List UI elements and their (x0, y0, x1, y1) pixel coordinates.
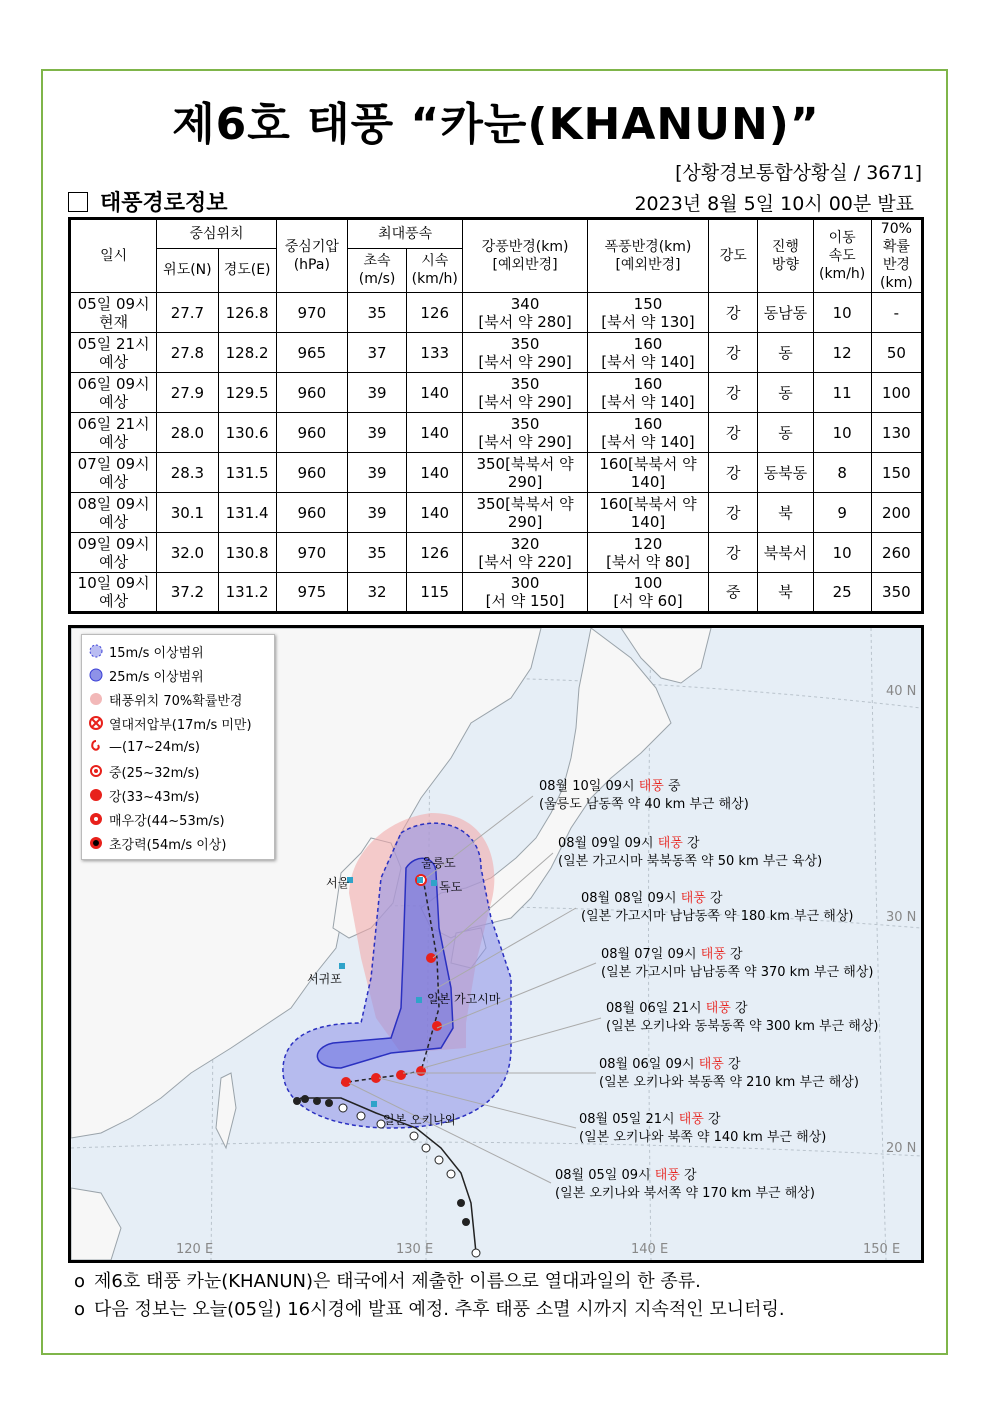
cell-kmh: 140 (407, 413, 463, 453)
header-strong-radius: 강풍반경(km) [예외반경] (463, 219, 587, 293)
place-ulleungdo: 울릉도 (421, 856, 456, 870)
legend-item (88, 711, 268, 735)
cell-datetime: 06일 09시 예상 (70, 373, 157, 413)
cell-intensity: 강 (709, 413, 758, 453)
forecast-annotation: 08월 07일 09시 태풍 강 (일본 가고시마 남남동쪽 약 370 km 부근 해상) (601, 947, 874, 980)
lon-label-140: 140 E (631, 1242, 669, 1257)
table-row (70, 373, 923, 413)
cell-strong-radius: 350[북북서 약 290] (463, 493, 587, 533)
legend-label: 25m/s 이상범위 (109, 669, 204, 685)
cell-ms: 39 (347, 453, 406, 493)
cell-prob-radius: - (871, 293, 922, 333)
section-heading (68, 186, 228, 217)
lat-label-20: 20 N (886, 1141, 917, 1156)
cell-speed: 8 (813, 453, 871, 493)
cell-lat: 37.2 (157, 573, 218, 613)
cell-storm-radius: 150 [북서 약 130] (587, 293, 708, 333)
cell-datetime: 10일 09시 예상 (70, 573, 157, 613)
cell-strong-radius: 350[북북서 약 290] (463, 453, 587, 493)
cell-ms: 39 (347, 493, 406, 533)
legend-label: —(17~24m/s) (109, 739, 200, 755)
cell-direction: 동남동 (758, 293, 813, 333)
legend-item (88, 663, 268, 687)
cell-intensity: 강 (709, 533, 758, 573)
place-seoul: 서울 (326, 876, 350, 890)
cell-direction: 북 (758, 493, 813, 533)
header-maxwind: 최대풍속 (347, 219, 462, 249)
lon-label-130: 130 E (396, 1242, 434, 1257)
cell-strong-radius: 320 [북서 약 220] (463, 533, 587, 573)
typhoon-verystrong-icon (88, 811, 104, 827)
cell-intensity: 중 (709, 573, 758, 613)
typhoon-super-icon (88, 835, 104, 851)
forecast-annotation: 08월 06일 09시 태풍 강 (일본 오키나와 북동쪽 약 210 km 부근 해상) (599, 1057, 859, 1090)
office-label: [상황경보통합상황실 / 3671] (675, 162, 922, 184)
table-row (70, 333, 923, 373)
legend-label: 매우강(44~53m/s) (109, 813, 225, 829)
cell-lat: 27.7 (157, 293, 218, 333)
forecast-annotation: 08월 10일 09시 태풍 중 (울릉도 남동쪽 약 40 km 부근 해상) (539, 779, 749, 812)
typhoon-strong-icon (88, 787, 104, 803)
header-storm-radius: 폭풍반경(km) [예외반경] (587, 219, 708, 293)
cell-speed: 10 (813, 533, 871, 573)
forecast-annotation: 08월 05일 09시 태풍 강 (일본 오키나와 북서쪽 약 170 km 부근 해상) (555, 1168, 815, 1201)
cell-strong-radius: 340 [북서 약 280] (463, 293, 587, 333)
cell-direction: 동 (758, 333, 813, 373)
table-row (70, 533, 923, 573)
cell-lon: 129.5 (218, 373, 276, 413)
cell-strong-radius: 350 [북서 약 290] (463, 333, 587, 373)
typhoon-medium-icon (88, 763, 104, 779)
cell-lat: 27.8 (157, 333, 218, 373)
cell-storm-radius: 160[북북서 약 140] (587, 453, 708, 493)
cell-prob-radius: 200 (871, 493, 922, 533)
cell-ms: 37 (347, 333, 406, 373)
cell-speed: 25 (813, 573, 871, 613)
solid-circle-icon (88, 667, 104, 683)
cell-speed: 9 (813, 493, 871, 533)
header-center: 중심위치 (157, 219, 276, 249)
header-ms: 초속 (m/s) (347, 248, 406, 292)
cell-prob-radius: 130 (871, 413, 922, 453)
cell-lon: 126.8 (218, 293, 276, 333)
cell-lon: 131.2 (218, 573, 276, 613)
cell-kmh: 140 (407, 453, 463, 493)
forecast-annotation: 08월 08일 09시 태풍 강 (일본 가고시마 남남동쪽 약 180 km 부근 해상) (581, 891, 854, 924)
header-direction: 진행 방향 (758, 219, 813, 293)
cell-ms: 35 (347, 533, 406, 573)
cell-intensity: 강 (709, 373, 758, 413)
place-kagoshima: 일본 가고시마 (427, 992, 501, 1006)
cell-storm-radius: 160 [북서 약 140] (587, 333, 708, 373)
legend-label: 열대저압부(17m/s 미만) (109, 717, 252, 733)
cell-kmh: 115 (407, 573, 463, 613)
legend-item (88, 687, 268, 711)
cell-ms: 39 (347, 413, 406, 453)
cell-lat: 28.3 (157, 453, 218, 493)
cell-datetime: 07일 09시 예상 (70, 453, 157, 493)
cell-storm-radius: 100 [서 약 60] (587, 573, 708, 613)
table-row (70, 493, 923, 533)
legend-label: 초강력(54m/s 이상) (109, 837, 227, 853)
cell-prob-radius: 100 (871, 373, 922, 413)
header-prob-radius: 70% 확률 반경 (km) (871, 219, 922, 293)
legend-item (88, 807, 268, 831)
cell-datetime: 05일 09시 현재 (70, 293, 157, 333)
cell-storm-radius: 120 [북서 약 80] (587, 533, 708, 573)
cell-direction: 동 (758, 373, 813, 413)
notes (74, 1268, 785, 1324)
cell-pressure: 975 (276, 573, 347, 613)
cell-storm-radius: 160 [북서 약 140] (587, 413, 708, 453)
legend-label: 중(25~32m/s) (109, 765, 200, 781)
header-lon: 경도(E) (218, 248, 276, 292)
cell-pressure: 960 (276, 493, 347, 533)
legend-item (88, 735, 268, 759)
cell-strong-radius: 300 [서 약 150] (463, 573, 587, 613)
cell-lat: 28.0 (157, 413, 218, 453)
table-row (70, 413, 923, 453)
cell-lon: 130.8 (218, 533, 276, 573)
cell-speed: 11 (813, 373, 871, 413)
cell-datetime: 09일 09시 예상 (70, 533, 157, 573)
cell-ms: 35 (347, 293, 406, 333)
cell-pressure: 970 (276, 293, 347, 333)
checkbox-icon (68, 192, 88, 212)
cell-kmh: 140 (407, 373, 463, 413)
place-dokdo: 독도 (439, 880, 463, 894)
cell-intensity: 강 (709, 333, 758, 373)
legend-label: 강(33~43m/s) (109, 789, 200, 805)
cell-lon: 130.6 (218, 413, 276, 453)
cell-ms: 32 (347, 573, 406, 613)
cell-direction: 북북서 (758, 533, 813, 573)
page-title: 제6호 태풍 “카눈(KHANUN)” (172, 99, 820, 150)
place-seogwipo: 서귀포 (307, 972, 342, 986)
cell-lon: 131.4 (218, 493, 276, 533)
lon-label-120: 120 E (176, 1242, 214, 1257)
cell-kmh: 133 (407, 333, 463, 373)
header-lat: 위도(N) (157, 248, 218, 292)
table-row (70, 573, 923, 613)
issued-time: 2023년 8월 5일 10시 00분 발표 (634, 193, 914, 215)
cell-direction: 북 (758, 573, 813, 613)
cell-strong-radius: 350 [북서 약 290] (463, 413, 587, 453)
cell-direction: 동북동 (758, 453, 813, 493)
cell-kmh: 126 (407, 533, 463, 573)
cell-speed: 12 (813, 333, 871, 373)
pink-circle-icon (88, 691, 104, 707)
cell-storm-radius: 160 [북서 약 140] (587, 373, 708, 413)
cell-storm-radius: 160[북북서 약 140] (587, 493, 708, 533)
lat-label-40: 40 N (886, 684, 917, 699)
note-item: o 제6호 태풍 카눈(KHANUN)은 태국에서 제출한 이름으로 열대과일의 한 종류. (74, 1271, 701, 1292)
cell-speed: 10 (813, 293, 871, 333)
cell-pressure: 965 (276, 333, 347, 373)
legend-item (88, 759, 268, 783)
cell-lon: 128.2 (218, 333, 276, 373)
header-intensity: 강도 (709, 219, 758, 293)
cell-pressure: 960 (276, 373, 347, 413)
lon-label-150: 150 E (863, 1242, 901, 1257)
cell-prob-radius: 150 (871, 453, 922, 493)
dashed-circle-icon (88, 643, 104, 659)
cell-prob-radius: 260 (871, 533, 922, 573)
cell-datetime: 05일 21시 예상 (70, 333, 157, 373)
cell-strong-radius: 350 [북서 약 290] (463, 373, 587, 413)
note-item: o 다음 정보는 오늘(05일) 16시경에 발표 예정. 추후 태풍 소멸 시까지 지속적인 모니터링. (74, 1299, 785, 1320)
table-row (70, 293, 923, 333)
section-title: 태풍경로정보 (100, 191, 228, 216)
cell-kmh: 126 (407, 293, 463, 333)
cell-lon: 131.5 (218, 453, 276, 493)
cell-intensity: 강 (709, 293, 758, 333)
typhoon-track-map (68, 625, 924, 1263)
header-kmh: 시속 (km/h) (407, 248, 463, 292)
cell-kmh: 140 (407, 493, 463, 533)
cell-prob-radius: 50 (871, 333, 922, 373)
typhoon-track-table (68, 217, 924, 614)
cell-datetime: 08일 09시 예상 (70, 493, 157, 533)
cell-intensity: 강 (709, 493, 758, 533)
legend-label: 태풍위치 70%확률반경 (109, 693, 243, 709)
map-legend (81, 634, 275, 860)
header-datetime: 일시 (70, 219, 157, 293)
forecast-annotation: 08월 05일 21시 태풍 강 (일본 오키나와 북쪽 약 140 km 부근 해상) (579, 1112, 827, 1145)
lat-label-30: 30 N (886, 910, 917, 925)
legend-item (88, 783, 268, 807)
cell-pressure: 960 (276, 453, 347, 493)
legend-item (88, 639, 268, 663)
cell-speed: 10 (813, 413, 871, 453)
header-speed: 이동 속도 (km/h) (813, 219, 871, 293)
cell-datetime: 06일 21시 예상 (70, 413, 157, 453)
cell-lat: 27.9 (157, 373, 218, 413)
header-pressure: 중심기압 (hPa) (276, 219, 347, 293)
cell-intensity: 강 (709, 453, 758, 493)
cell-pressure: 970 (276, 533, 347, 573)
cell-lat: 32.0 (157, 533, 218, 573)
cell-ms: 39 (347, 373, 406, 413)
legend-item (88, 831, 268, 855)
legend-label: 15m/s 이상범위 (109, 645, 204, 661)
cell-direction: 동 (758, 413, 813, 453)
forecast-annotation: 08월 09일 09시 태풍 강 (일본 가고시마 북북동쪽 약 50 km 부근 육상) (558, 836, 823, 869)
cell-pressure: 960 (276, 413, 347, 453)
cross-circle-icon (88, 715, 104, 731)
cell-lat: 30.1 (157, 493, 218, 533)
typhoon-weak-icon (88, 739, 104, 755)
table-row (70, 453, 923, 493)
cell-prob-radius: 350 (871, 573, 922, 613)
forecast-annotation: 08월 06일 21시 태풍 강 (일본 오키나와 동북동쪽 약 300 km 부근 해상) (606, 1001, 879, 1034)
place-okinawa: 일본 오키나와 (383, 1113, 457, 1127)
